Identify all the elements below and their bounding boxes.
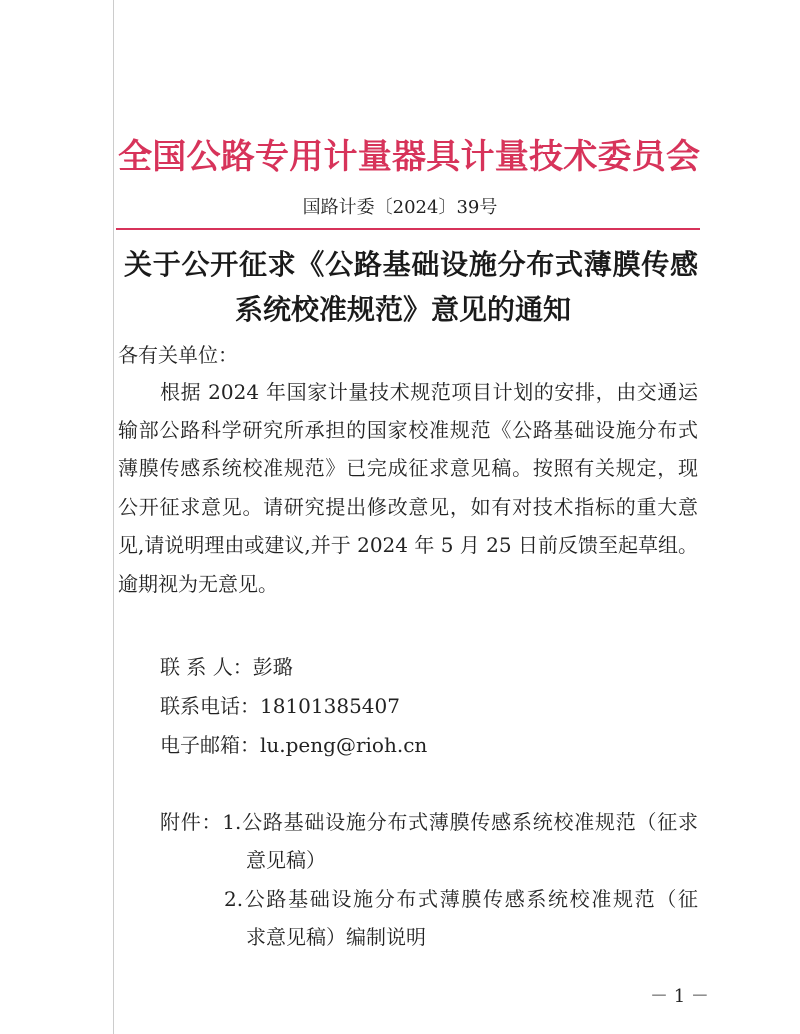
attachment-1: 附件：1.公路基础设施分布式薄膜传感系统校准规范（征求 [160, 810, 698, 834]
contact-email: 电子邮箱：lu.peng@rioh.cn [160, 733, 428, 757]
red-divider [116, 228, 700, 230]
notice-title-line-2: 系统校准规范》意见的通知 [235, 293, 572, 326]
paragraph-line: 输部公路科学研究所承担的国家校准规范《公路基础设施分布式 [118, 418, 698, 442]
page-number: － 1 － [650, 986, 709, 1007]
page-edge [113, 0, 114, 1034]
paragraph-line: 逾期视为无意见。 [118, 572, 278, 596]
paragraph-line: 根据 2024 年国家计量技术规范项目计划的安排，由交通运 [160, 380, 698, 404]
paragraph-line: 薄膜传感系统校准规范》已完成征求意见稿。按照有关规定，现 [118, 456, 698, 480]
attachment-1-cont: 意见稿） [246, 848, 326, 872]
attachment-2: 2.公路基础设施分布式薄膜传感系统校准规范（征 [224, 887, 698, 911]
contact-phone: 联系电话：18101385407 [160, 694, 400, 718]
notice-title-line-1: 关于公开征求《公路基础设施分布式薄膜传感 [124, 248, 698, 281]
paragraph-line: 见,请说明理由或建议,并于 2024 年 5 月 25 日前反馈至起草组。 [118, 533, 698, 557]
contact-person: 联 系 人：彭璐 [160, 655, 293, 679]
issuing-organization: 全国公路专用计量器具计量技术委员会 [118, 137, 700, 177]
paragraph-line: 公开征求意见。请研究提出修改意见，如有对技术指标的重大意 [118, 495, 698, 519]
document-number: 国路计委〔2024〕39号 [302, 197, 498, 218]
attachment-2-cont: 求意见稿）编制说明 [246, 925, 426, 949]
salutation: 各有关单位： [118, 343, 238, 367]
